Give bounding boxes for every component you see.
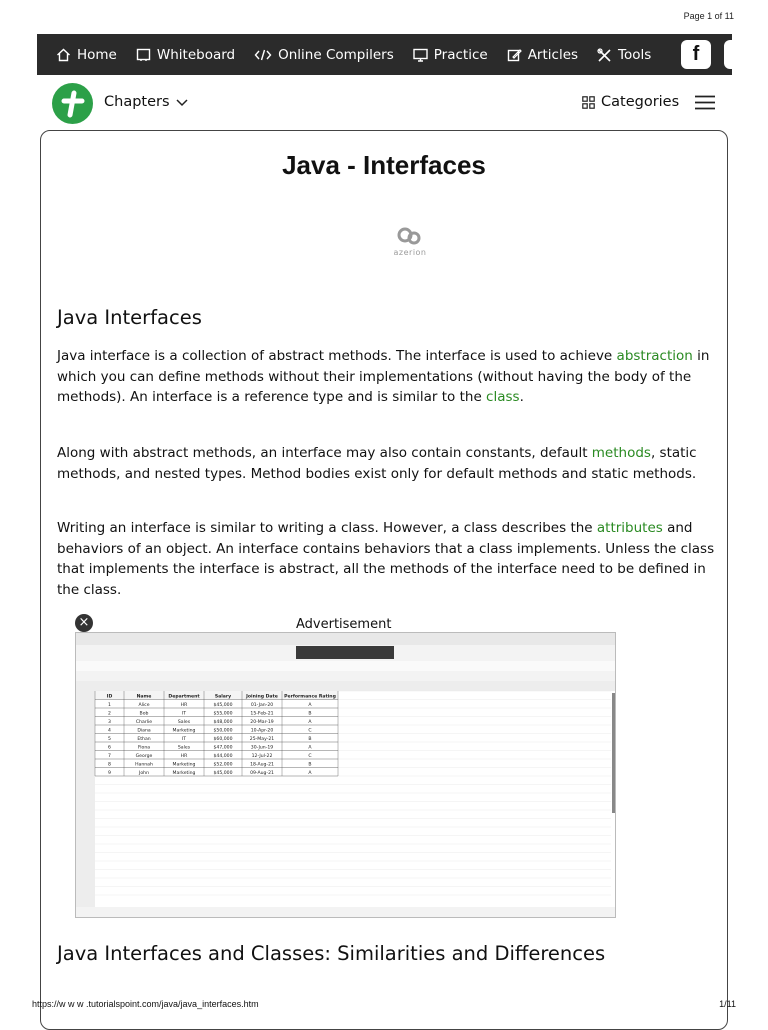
ad-close-button[interactable]: × (75, 614, 93, 632)
sheet-cell: 10-Apr-20 (250, 728, 274, 734)
nav-practice-label: Practice (433, 46, 488, 63)
class-link[interactable]: class (486, 389, 520, 405)
whiteboard-icon (136, 48, 151, 62)
sheet-cell: Ethan (137, 736, 151, 742)
sheet-column-header: Performance Rating (284, 694, 336, 700)
nav-home[interactable] (56, 47, 117, 63)
sheet-cell: Marketing (172, 770, 196, 776)
monitor-icon (413, 48, 428, 62)
top-navbar (37, 34, 732, 75)
paragraph-text: Java interface is a collection of abstract methods. The interface is used to achieve (57, 348, 617, 364)
abstraction-link[interactable]: abstraction (616, 348, 693, 364)
sheet-cell: 9 (108, 770, 111, 776)
sheet-cell: $44,000 (213, 753, 233, 759)
section-heading-similarities: Java Interfaces and Classes: Similarities and Differences (57, 942, 606, 965)
paragraph-text: and behaviors of an object. An interface contains behaviors that a class implements. Unless the class that implements the interface is abstract, all the methods of the interface need to be defined in the class. (57, 520, 715, 598)
sheet-cell: Sales (177, 745, 191, 751)
section-heading-java-interfaces: Java Interfaces (57, 306, 202, 329)
sheet-cell: 12-Jul-22 (251, 753, 273, 759)
categories-button[interactable] (582, 94, 679, 110)
paragraph-text: , static methods, and nested types. Method bodies exist only for default methods and static methods. (57, 445, 697, 482)
facebook-icon[interactable]: f (681, 40, 711, 69)
nav-online-compilers-label: Online Compilers (278, 46, 394, 63)
sheet-cell: George (135, 753, 153, 759)
advertisement-video-frame[interactable] (75, 632, 616, 918)
chevron-down-icon (175, 97, 189, 107)
sheet-cell: 30-Jun-19 (250, 745, 274, 751)
categories-label: Categories (601, 94, 680, 110)
sheet-column-header: Department (168, 694, 200, 700)
sponsor-logo-text: azerion (393, 248, 427, 257)
paragraph-text: . (519, 389, 524, 405)
sheet-cell: 2 (108, 711, 111, 717)
sheet-cell: Marketing (172, 728, 196, 734)
hamburger-menu-icon[interactable] (695, 95, 715, 114)
azerion-sponsor-logo (388, 226, 432, 257)
paragraph-text: Along with abstract methods, an interface may also contain constants, default (57, 445, 592, 461)
sheet-cell: $45,000 (213, 770, 233, 776)
sheet-column-header: Joining Date (246, 694, 278, 700)
page-info: Page 1 of 11 (683, 11, 734, 21)
sheet-cell: $48,000 (213, 719, 233, 725)
sheet-cell: 25-May-21 (249, 736, 275, 742)
sheet-cell: A (308, 719, 312, 725)
attributes-link[interactable]: attributes (596, 520, 663, 536)
sheet-cell: Marketing (172, 762, 196, 768)
methods-link[interactable]: methods (591, 445, 651, 461)
sheet-cell: A (308, 770, 312, 776)
sheet-cell: 4 (108, 728, 111, 734)
sheet-cell: B (308, 736, 312, 742)
paragraph-writing-interface (57, 518, 717, 600)
nav-articles-label: Articles (527, 46, 579, 63)
sheet-cell: 5 (108, 736, 111, 742)
nav-articles[interactable] (507, 47, 578, 63)
sheet-cell: $45,000 (213, 702, 233, 708)
sheet-cell: HR (180, 702, 188, 708)
sheet-column-header: Salary (214, 694, 232, 700)
sheet-cell: 01-Jan-20 (250, 702, 274, 708)
sheet-cell: Fiona (137, 745, 151, 751)
sheet-cell: A (308, 702, 312, 708)
sheet-cell: 20-Mar-19 (250, 719, 274, 725)
sheet-cell: $55,000 (213, 711, 233, 717)
chapters-label: Chapters (104, 94, 170, 110)
paragraph-text: Writing an interface is similar to writing a class. However, a class describes the (57, 520, 597, 536)
sheet-cell: Hannah (135, 762, 153, 768)
sheet-column-header: ID (106, 694, 113, 700)
sheet-cell: $60,000 (213, 736, 233, 742)
sheet-cell: B (308, 762, 312, 768)
tools-icon (597, 48, 612, 62)
home-icon (56, 48, 71, 62)
nav-whiteboard[interactable] (136, 47, 235, 63)
sheet-cell: 3 (108, 719, 111, 725)
footer-page-number: 1/11 (719, 999, 736, 1009)
sheet-cell: 15-Feb-21 (250, 711, 274, 717)
sheet-cell: John (139, 770, 149, 776)
sheet-cell: $47,000 (213, 745, 233, 751)
sub-header (37, 82, 732, 124)
spreadsheet-screenshot (76, 633, 616, 918)
sheet-column-header: Name (136, 694, 152, 700)
nav-home-label: Home (77, 46, 117, 63)
sheet-cell: 8 (108, 762, 111, 768)
edit-icon (507, 48, 522, 62)
nav-practice[interactable] (413, 47, 488, 63)
tutorialspoint-logo-icon[interactable] (52, 83, 93, 124)
grid-icon (582, 96, 595, 109)
sheet-cell: Diana (137, 728, 151, 734)
sheet-cell: A (308, 745, 312, 751)
sheet-cell: 18-Aug-21 (250, 762, 274, 768)
code-icon (254, 48, 272, 62)
sheet-cell: IT (181, 711, 187, 717)
sheet-cell: C (308, 753, 312, 759)
sheet-cell: B (308, 711, 312, 717)
sheet-cell: IT (181, 736, 187, 742)
sheet-cell: $50,000 (213, 728, 233, 734)
sheet-cell: 09-Aug-21 (250, 770, 274, 776)
footer-url: https://w w w .tutorialspoint.com/java/java_interfaces.htm (32, 999, 259, 1009)
nav-online-compilers[interactable] (254, 47, 394, 63)
nav-tools[interactable] (597, 47, 651, 63)
sheet-cell: 1 (108, 702, 111, 708)
sheet-cell: 7 (108, 753, 111, 759)
sheet-cell: HR (180, 753, 188, 759)
advertisement-label: Advertisement (296, 617, 392, 632)
paragraph-intro (57, 346, 717, 408)
sheet-cell: Sales (177, 719, 191, 725)
sheet-cell: Charlie (135, 719, 153, 725)
nav-whiteboard-label: Whiteboard (156, 46, 236, 63)
chapters-dropdown[interactable] (104, 94, 189, 110)
nav-tools-label: Tools (618, 46, 652, 63)
sheet-cell: $52,000 (213, 762, 233, 768)
page-title: Java - Interfaces (282, 150, 486, 180)
sheet-cell: Alice (138, 702, 150, 708)
sheet-cell: Bob (139, 711, 149, 717)
social-button-partial[interactable] (724, 40, 732, 69)
sheet-cell: C (308, 728, 312, 734)
paragraph-abstract-methods (57, 443, 717, 484)
paragraph-text: in which you can define methods without their implementations (without having the body of the methods). An interface is a reference type and is similar to the (57, 348, 710, 405)
sheet-cell: 6 (108, 745, 111, 751)
